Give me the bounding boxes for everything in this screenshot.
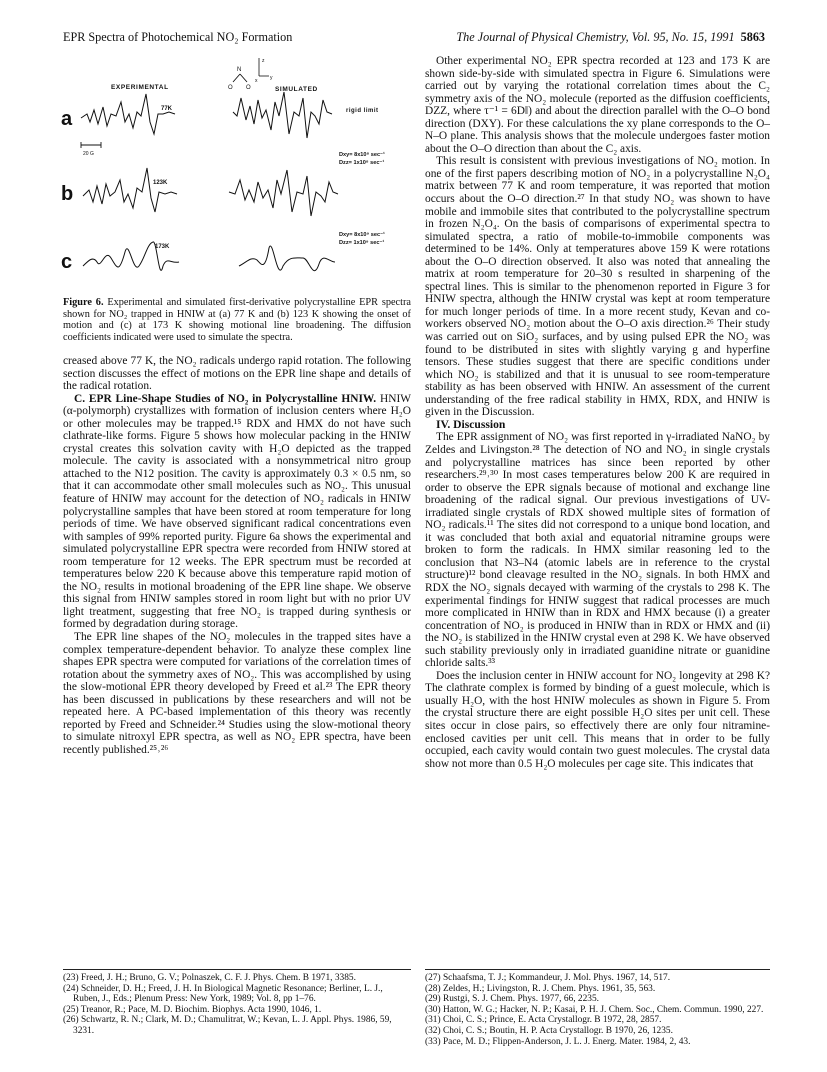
right-paragraph-1: Other experimental NO₂ EPR spectra recorded at 123 and 173 K are shown side-by-side with simulated spectra in Figure 6. Simulations were carried out by varying the rotational correlation times about the C₂ symmetry axis of the NO₂ molecule (reported as the diffusion coefficients, DZZ, where τ⁻¹ = 6D‖) and about the direction parallel with the O–O bond direction (DXY). For these calculations the xy plane corresponds to the O–N–O plane. This analysis shows that the molecule undergoes faster motion about the O–O direction than about the C₂ axis. xyxy=(425,55,770,155)
footnote-29: (29) Rustgi, S. J. Chem. Phys. 1977, 66, 2235. xyxy=(425,994,599,1005)
footnote-rule-left xyxy=(63,969,411,970)
right-paragraph-4: Does the inclusion center in HNIW account for NO₂ longevity at 298 K? The clathrate complex is formed by binding of a guest molecule, which is usually H₂O, with the host HNIW molecules as shown in Figure 5. From the crystal structure there are eight possible H₂O sites per unit cell. These sites occur in close pairs, so effectively there are only four nitramine-enclosed cavities per unit cell. This means that in order to be fully occupied, each cavity would contain two guest molecules. The crystal data show not more than 0.5 H₂O molecules per cage site. This indicates that xyxy=(425,669,770,770)
panel-label-a: a xyxy=(61,108,73,130)
page-number: 5863 xyxy=(740,30,765,44)
running-header-journal xyxy=(413,30,765,45)
footnotes-right xyxy=(425,973,770,1047)
spectrum-experimental-b xyxy=(83,168,177,212)
caption-label: Figure 6. xyxy=(63,297,104,308)
footnote-26: (26) Schwartz, R. N.; Clark, M. D.; Chamulitrat, W.; Kevan, L. J. Appl. Phys. 1986, 59, 3231. xyxy=(63,1015,392,1036)
left-column xyxy=(63,355,411,757)
temp-label-b: 123K xyxy=(153,180,168,186)
footnote-28: (28) Zeldes, H.; Livingston, R. J. Chem. Phys. 1961, 35, 563. xyxy=(425,983,656,994)
footnote-23: (23) Freed, J. H.; Bruno, G. V.; Polnaszek, C. F. J. Phys. Chem. B 1971, 3385. xyxy=(63,973,356,983)
footnote-33: (33) Pace, M. D.; Flippen-Anderson, J. L. J. Energ. Mater. 1984, 2, 43. xyxy=(425,1036,691,1047)
left-paragraph-2-text: HNIW (α-polymorph) crystallizes with formation of inclusion centers where H₂O or other molecules may be trapped.¹⁵ RDX and HMX do not have such clathrate-like forms. Figure 5 shows how molecular packing in the HNIW crystal creates this solvation cavity with H₂O depicted as the trapped molecule. The cavity is associated with a nonsymmetrical nitro group attached to the N12 position. The cavity is approximately 0.3 × 0.5 nm, so that it can accommodate other small molecules such as NO₂. This unusual feature of HNIW may account for the detection of NO₂ radicals in HNIW polycrystalline samples that have been stored at room temperature for long periods of time. We have observed significant radical concentrations even with samples of 99% reported purity. Figure 6a shows the experimental and simulated polycrystalline EPR spectra were recorded from HNIW stored at room temperature for 12 weeks. The EPR spectrum must be recorded at temperatures below 220 K because above this temperature rapid motion of the NO₂ results in motional broadening of the EPR line shape. We observe this signal from HNIW samples stored in room light but with no prior UV light treatment, suggesting that free NO₂ is trapped during synthesis or formed by degradation during storage. xyxy=(63,392,411,631)
left-paragraph-3: The EPR line shapes of the NO₂ molecules in the trapped sites have a complex temperature-dependent behavior. To analyze these complex line shapes EPR spectra were computed for variations of the correlation times of rotation about the symmetry axes of NO₂. This was accomplished by using the slow-motional EPR theory developed by Freed et al.²³ The EPR theory has been discussed in publications by these researchers and will not be repeated here. A PC-based implementation of this theory was recently reported by Freed and Schneider.²⁴ Studies using the slow-motional theory to simulate nitroxyl EPR spectra, as well as NO₂ EPR spectra, have been recently published.²⁵˒²⁶ xyxy=(63,631,411,756)
caption-text: Experimental and simulated first-derivative polycrystalline EPR spectra shown for NO₂ trapped in HNIW at (a) 77 K and (b) 123 K showing the onset of motion and (c) at 173 K showing motional line broadening. The diffusion coefficients indicated were used to simulate the spectra. xyxy=(63,297,411,343)
footnote-24: (24) Schneider, D. H.; Freed, J. H. In Biological Magnetic Resonance; Berliner, L. J., Ruben, J., Eds.; Plenum Press: New York, 1989; Vol. 8, pp 1–76. xyxy=(63,983,383,1005)
diffusion-b-xy: Dxy= 8x10⁸ sec⁻¹ xyxy=(339,152,385,158)
footnote-31: (31) Choi, C. S.; Prince, E. Acta Crystallogr. B 1972, 28, 2857. xyxy=(425,1015,662,1026)
figure-6-spectra xyxy=(63,52,411,292)
footnote-32: (32) Choi, C. S.; Boutin, H. P. Acta Crystallogr. B 1970, 26, 1235. xyxy=(425,1025,673,1036)
molecule-o-right: O xyxy=(246,85,251,91)
axis-y-label: y xyxy=(270,75,273,81)
footnotes-left xyxy=(63,973,411,1037)
axis-z-label: z xyxy=(262,58,265,64)
spectrum-simulated-c xyxy=(239,246,335,271)
no2-molecule-icon xyxy=(228,58,273,91)
right-paragraph-3: The EPR assignment of NO₂ was first reported in γ-irradiated NaNO₂ by Zeldes and Livingston.²⁸ The detection of NO and NO₂ in single crystals and polycrystalline matrices has since been reported by other researchers.²⁹˒³⁰ In most cases temperatures below 200 K are required in order to observe the EPR signals because of motional and exchange line broadening of the radical signal. Our previous investigations of UV-irradiated single crystals of RDX showed multiple sites of formation of NO₂ radicals.¹¹ The sites did not correspond to a unique bond location, and it was concluded that both axial and equatorial nitramine groups were broken to form the radicals. In HMX similar reasoning led to the conclusion that N3–N4 (atomic labels are in reference to the crystal structure)¹² bond cleavage resulted in the NO₂ signals. In both HMX and RDX the NO₂ signals decayed with warming of the crystals to 298 K. The experimental findings for HNIW suggest that radical processes are much more complicated in HNIW than in RDX and HMX because (i) a greater concentration of NO₂ is produced in HNIW than in RDX or HMX and (ii) the NO₂ is stabilized in the HNIW crystal even at 298 K. We have observed such stability previously only in irradiated guanidine nitrate or guanidine chloride salts.³³ xyxy=(425,431,770,670)
temp-label-a: 77K xyxy=(161,106,173,112)
figure-6 xyxy=(63,52,411,292)
axis-x-label: x xyxy=(255,78,258,84)
label-experimental: EXPERIMENTAL xyxy=(111,84,169,91)
right-paragraph-2: This result is consistent with previous investigations of NO₂ motion. In one of the first papers describing motion of NO₂ in a polycrystalline N₂O₄ matrix between 77 K and room temperature, it was reported that motion occurs about the O–O direction.²⁷ In that study NO₂ was shown to have mobile and immobile sites that contributed to the polycrystalline spectrum in frozen N₂O₄. On the basis of comparisons of experimental spectra to simulated spectra, a ratio of mobile-to-immobile components was determined to be 14%. Only at temperatures above 159 K were rotations about the O–O direction observed. It also was noted that annealing the matrix at room temperature for 20–30 s resulted in sharpening of the spectral lines. This is similar to the phenomenon reported in Figure 3 for HNIW spectra, although the HNIW crystal was kept at room temperature for much longer periods of time. In a more recent study, Kevan and co-workers observed NO₂ motion about the O–O axis direction.²⁶ Their study was carried out on SiO₂ surfaces, and by using pulsed EPR the NO₂ was found to be distributed in sites with slightly varying g and hyperfine tensors. These studies suggest that there are specific conditions under which NO₂ is stabilized and that it is unusual to see room-temperature stability as has been observed with HNIW. An assessment of the current understanding of the free radical stability in HMX, RDX, and HNIW is given in the Discussion. xyxy=(425,155,770,419)
left-paragraph-1: creased above 77 K, the NO₂ radicals undergo rapid rotation. The following section discusses the effect of motions on the EPR line shape and details of the radical rotation. xyxy=(63,355,411,393)
spectrum-simulated-b xyxy=(229,170,338,216)
molecule-o-left: O xyxy=(228,85,233,91)
running-header-title: EPR Spectra of Photochemical NO₂ Formation xyxy=(63,30,293,44)
scale-bar-label: 20 G xyxy=(83,151,94,157)
journal-citation: The Journal of Physical Chemistry, Vol. 95, No. 15, 1991 xyxy=(456,30,735,44)
figure-caption xyxy=(63,297,411,343)
panel-label-c: c xyxy=(61,251,73,273)
right-column xyxy=(425,55,770,770)
diffusion-c-xy: Dxy= 8x10⁹ sec⁻¹ xyxy=(339,232,385,238)
footnote-27: (27) Schaafsma, T. J.; Kommandeur, J. Mol. Phys. 1967, 14, 517. xyxy=(425,973,671,983)
spectrum-experimental-a xyxy=(81,94,175,134)
rigid-limit-label: rigid limit xyxy=(346,108,379,114)
molecule-n: N xyxy=(237,67,242,73)
diffusion-b-zz: Dzz= 1x10⁸ sec⁻¹ xyxy=(339,160,385,166)
label-simulated: SIMULATED xyxy=(275,86,318,93)
temp-label-c: 173K xyxy=(155,244,170,250)
footnote-25: (25) Treanor, R.; Pace, M. D. Biochim. Biophys. Acta 1990, 1046, 1. xyxy=(63,1004,322,1015)
spectrum-simulated-a xyxy=(233,92,332,138)
section-discussion-title: IV. Discussion xyxy=(436,417,506,431)
footnote-30: (30) Hatton, W. G.; Hacker, N. P.; Kasai, P. H. J. Chem. Soc., Chem. Commun. 1990, 227. xyxy=(425,1004,764,1015)
panel-label-b: b xyxy=(61,183,74,205)
diffusion-c-zz: Dzz= 1x10⁹ sec⁻¹ xyxy=(339,240,385,246)
section-c-heading: C. EPR Line-Shape Studies of NO₂ in Polycrystalline HNIW. xyxy=(74,392,377,405)
footnote-rule-right xyxy=(425,969,770,970)
left-paragraph-2 xyxy=(63,393,411,631)
